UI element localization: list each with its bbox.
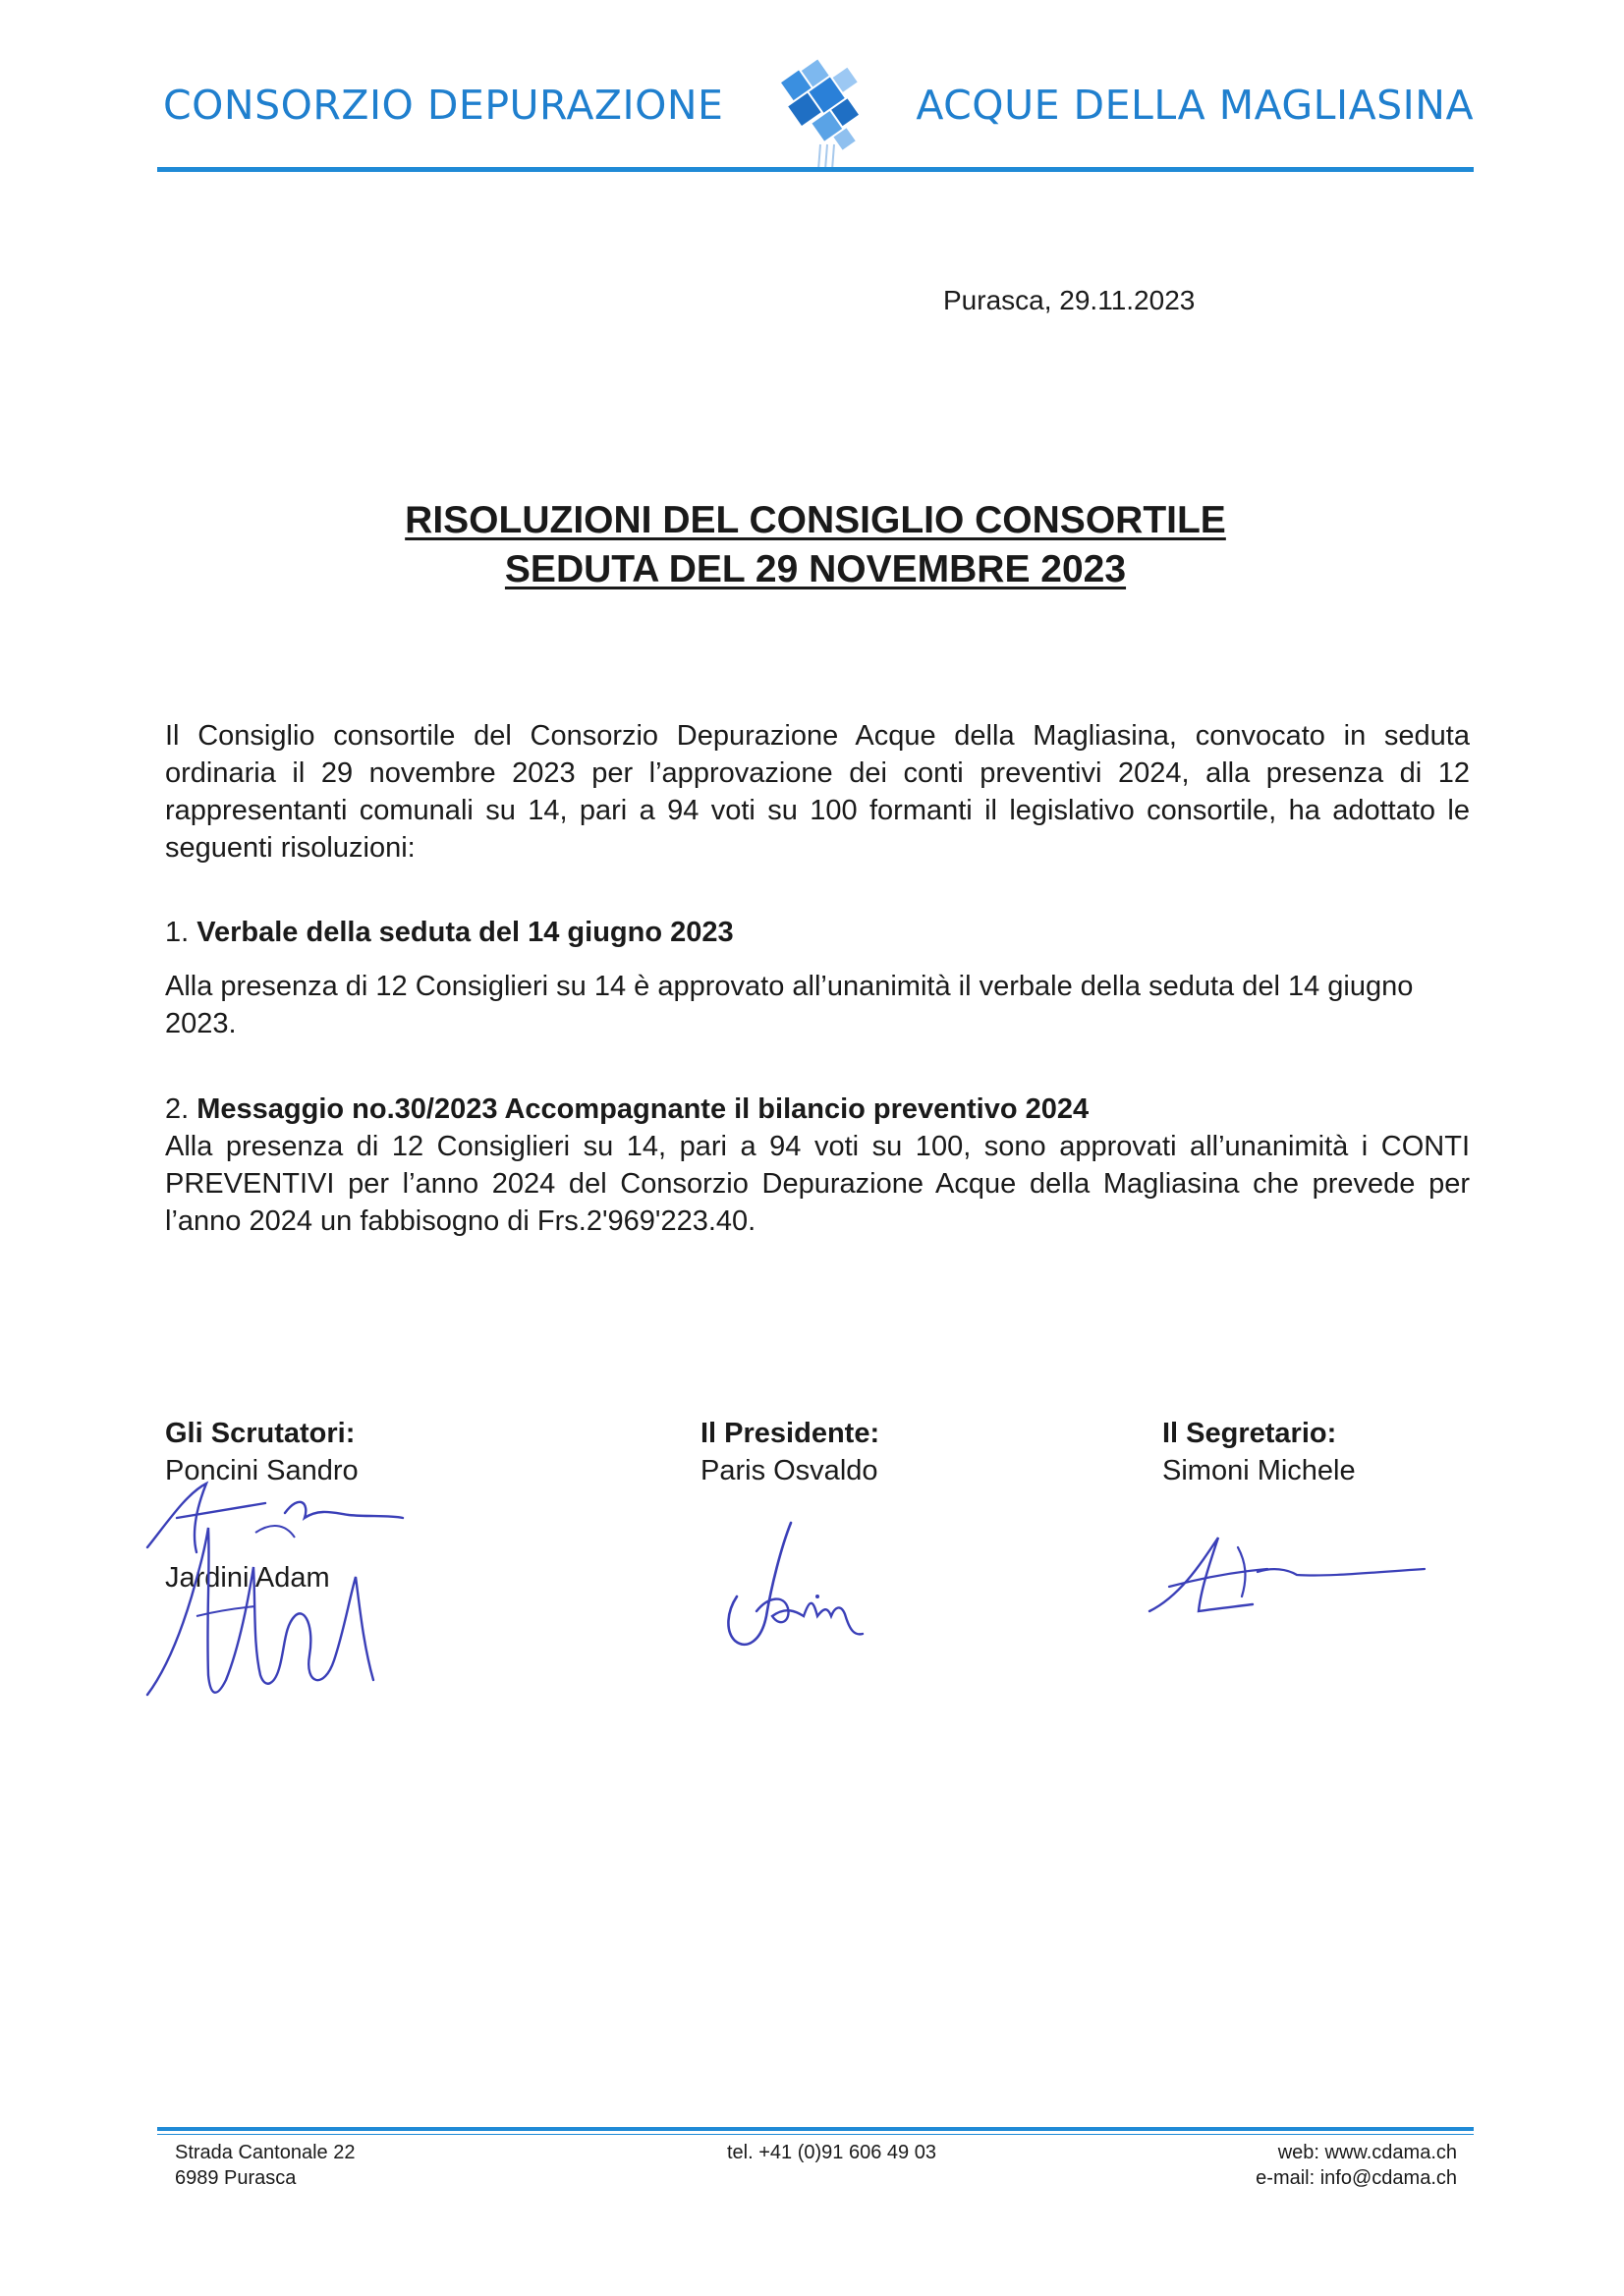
intro-paragraph: Il Consiglio consortile del Consorzio Depurazione Acque della Magliasina, convocato in seduta ordinaria il 29 novembre 2023 per l’approvazione dei conti preventivi 2024, alla presenza di 12 rappresentanti comunali su 14, pari a 94 voti su 100 formanti il legislativo consortile, ha adottato le seguenti risoluzioni:: [165, 720, 1470, 864]
letterhead-right-text: ACQUE DELLA MAGLIASINA: [916, 82, 1474, 129]
signature-block-segretario: [1162, 1415, 1356, 1489]
footer-web-link[interactable]: web: www.cdama.ch: [1277, 2142, 1457, 2163]
presidente-role: Il Presidente:: [700, 1418, 880, 1449]
scrutatore-2-signature: [138, 1498, 393, 1714]
footer-email-link[interactable]: e-mail: info@cdama.ch: [1256, 2167, 1457, 2189]
footer-contacts: [1256, 2140, 1457, 2191]
footer-phone: [727, 2140, 936, 2165]
footer-divider-thin: [157, 2134, 1474, 2135]
signature-block-presidente: [700, 1415, 879, 1489]
resolution-2-title: Messaggio no.30/2023 Accompagnante il bilancio preventivo 2024: [196, 1093, 1090, 1125]
footer-phone-text: tel. +41 (0)91 606 49 03: [727, 2142, 936, 2163]
title-line-1: RISOLUZIONI DEL CONSIGLIO CONSORTILE: [405, 499, 1226, 541]
header-divider: [157, 167, 1474, 172]
resolution-1-title: Verbale della seduta del 14 giugno 2023: [196, 917, 734, 948]
resolution-1-text: Alla presenza di 12 Consiglieri su 14 è approvato all’unanimità il verbale della seduta del 14 giugno 2023.: [165, 971, 1414, 1039]
scrutatore-2-name: Jardini Adam: [165, 1562, 330, 1594]
scrutatore-1-name: Poncini Sandro: [165, 1455, 359, 1486]
letterhead-left-text: CONSORZIO DEPURAZIONE: [163, 82, 724, 129]
footer-divider: [157, 2127, 1474, 2131]
scrutatori-role: Gli Scrutatori:: [165, 1418, 356, 1449]
resolution-2-text: Alla presenza di 12 Consiglieri su 14, pari a 94 voti su 100, sono approvati all’unanimità i CONTI PREVENTIVI per l’anno 2024 del Consorzio Depurazione Acque della Magliasina che prevede per l’anno 2024 un fabbisogno di Frs.2'969'223.40.: [165, 1131, 1470, 1237]
footer-address-line-2: 6989 Purasca: [175, 2167, 297, 2189]
footer-address: [175, 2140, 355, 2191]
resolution-1-number: 1.: [165, 917, 190, 948]
presidente-name: Paris Osvaldo: [700, 1455, 878, 1486]
letterhead: [157, 54, 1474, 172]
presidente-signature: [698, 1518, 924, 1665]
title-line-2: SEDUTA DEL 29 NOVEMBRE 2023: [504, 548, 1127, 590]
segretario-role: Il Segretario:: [1162, 1418, 1337, 1449]
resolution-2-heading: [165, 1091, 1089, 1128]
resolution-1-heading: [165, 914, 734, 951]
footer-address-line-1: Strada Cantonale 22: [175, 2142, 356, 2163]
document-date: Purasca, 29.11.2023: [943, 285, 1196, 315]
document-title: [157, 496, 1474, 594]
resolution-2-number: 2.: [165, 1093, 190, 1125]
segretario-signature: [1140, 1518, 1434, 1626]
segretario-name: Simoni Michele: [1162, 1455, 1356, 1486]
consortium-logo-icon: [776, 54, 874, 172]
